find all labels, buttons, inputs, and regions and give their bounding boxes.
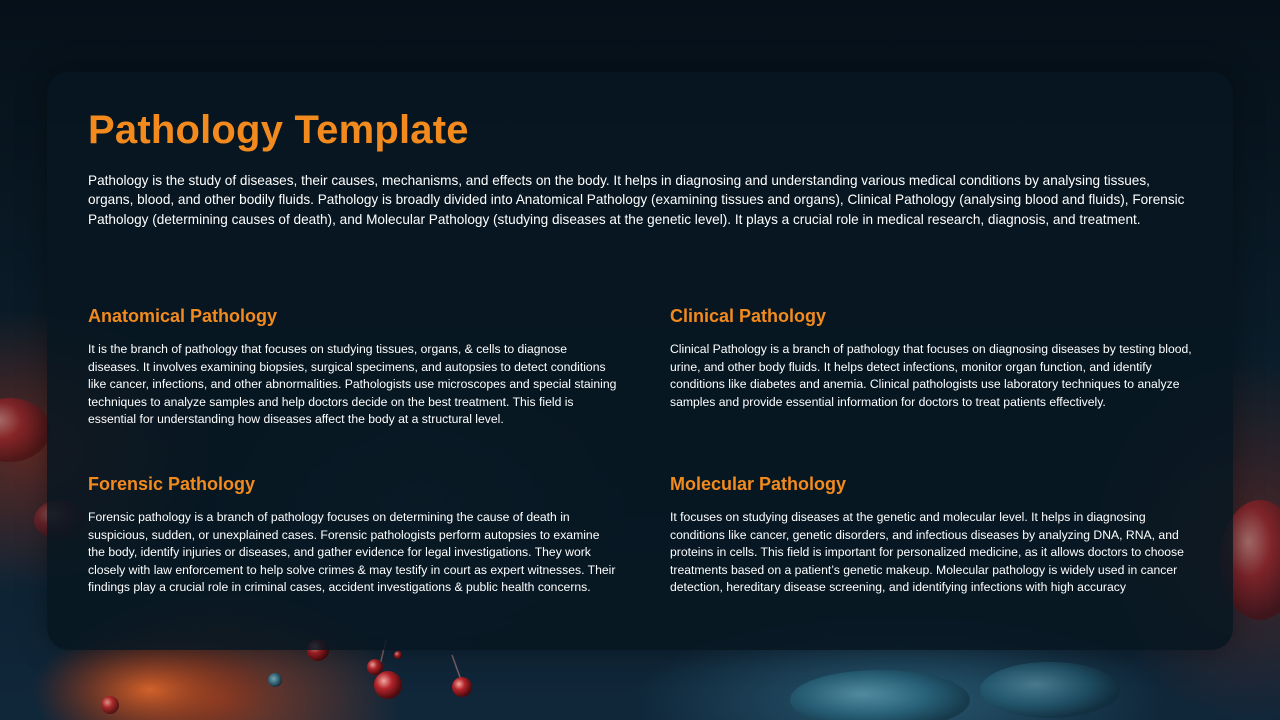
section-body: Forensic pathology is a branch of pathology focuses on determining the cause of death in suspicious, sudden, or unexplained cases. Forensic pathologists perform autopsies to examine the body, identify injuries or diseases, and gather evidence for legal investigations. They work closely with law enforcement to help solve crimes & may testify in court as expert witnesses. Their findings play a crucial role in criminal cases, accident investigations & public health concerns.: [88, 510, 616, 595]
slide-title: Pathology Template: [88, 108, 469, 152]
section-forensic-pathology: [88, 474, 618, 597]
section-molecular-pathology: [670, 474, 1200, 597]
section-heading: Forensic Pathology: [88, 474, 256, 494]
section-body: It is the branch of pathology that focuses on studying tissues, organs, & cells to diagnose diseases. It involves examining biopsies, surgical specimens, and autopsies to detect conditions like cancer, infections, and other abnormalities. Pathologists use microscopes and special staining techniques to analyze samples and help doctors decide on the best treatment. This field is essential for understanding how diseases affect the body at a structural level.: [88, 342, 617, 427]
section-anatomical-pathology: [88, 306, 618, 429]
section-clinical-pathology: [670, 306, 1200, 411]
section-heading: Molecular Pathology: [670, 474, 847, 494]
section-heading: Clinical Pathology: [670, 306, 827, 326]
intro-paragraph: Pathology is the study of diseases, their causes, mechanisms, and effects on the body. It helps in diagnosing and understanding various medical conditions by analysing tissues, organs, blood, and other bodily fluids. Pathology is broadly divided into Anatomical Pathology (examining tissues and organs), Clinical Pathology (analysing blood and fluids), Forensic Pathology (determining causes of death), and Molecular Pathology (studying diseases at the genetic level). It plays a crucial role in medical research, diagnosis, and treatment.: [88, 173, 1185, 227]
section-body: Clinical Pathology is a branch of pathology that focuses on diagnosing diseases by testing blood, urine, and other body fluids. It helps detect infections, monitor organ function, and identify conditions like diabetes and anemia. Clinical pathologists use laboratory techniques to analyze samples and provide essential information for doctors to treat patients effectively.: [670, 342, 1192, 409]
section-body: It focuses on studying diseases at the genetic and molecular level. It helps in diagnosing conditions like cancer, genetic disorders, and infectious diseases by analyzing DNA, RNA, and proteins in cells. This field is important for personalized medicine, as it allows doctors to choose treatments based on a patient’s genetic makeup. Molecular pathology is widely used in cancer detection, hereditary disease screening, and identifying infections with high accuracy: [670, 510, 1184, 595]
section-heading: Anatomical Pathology: [88, 306, 278, 326]
